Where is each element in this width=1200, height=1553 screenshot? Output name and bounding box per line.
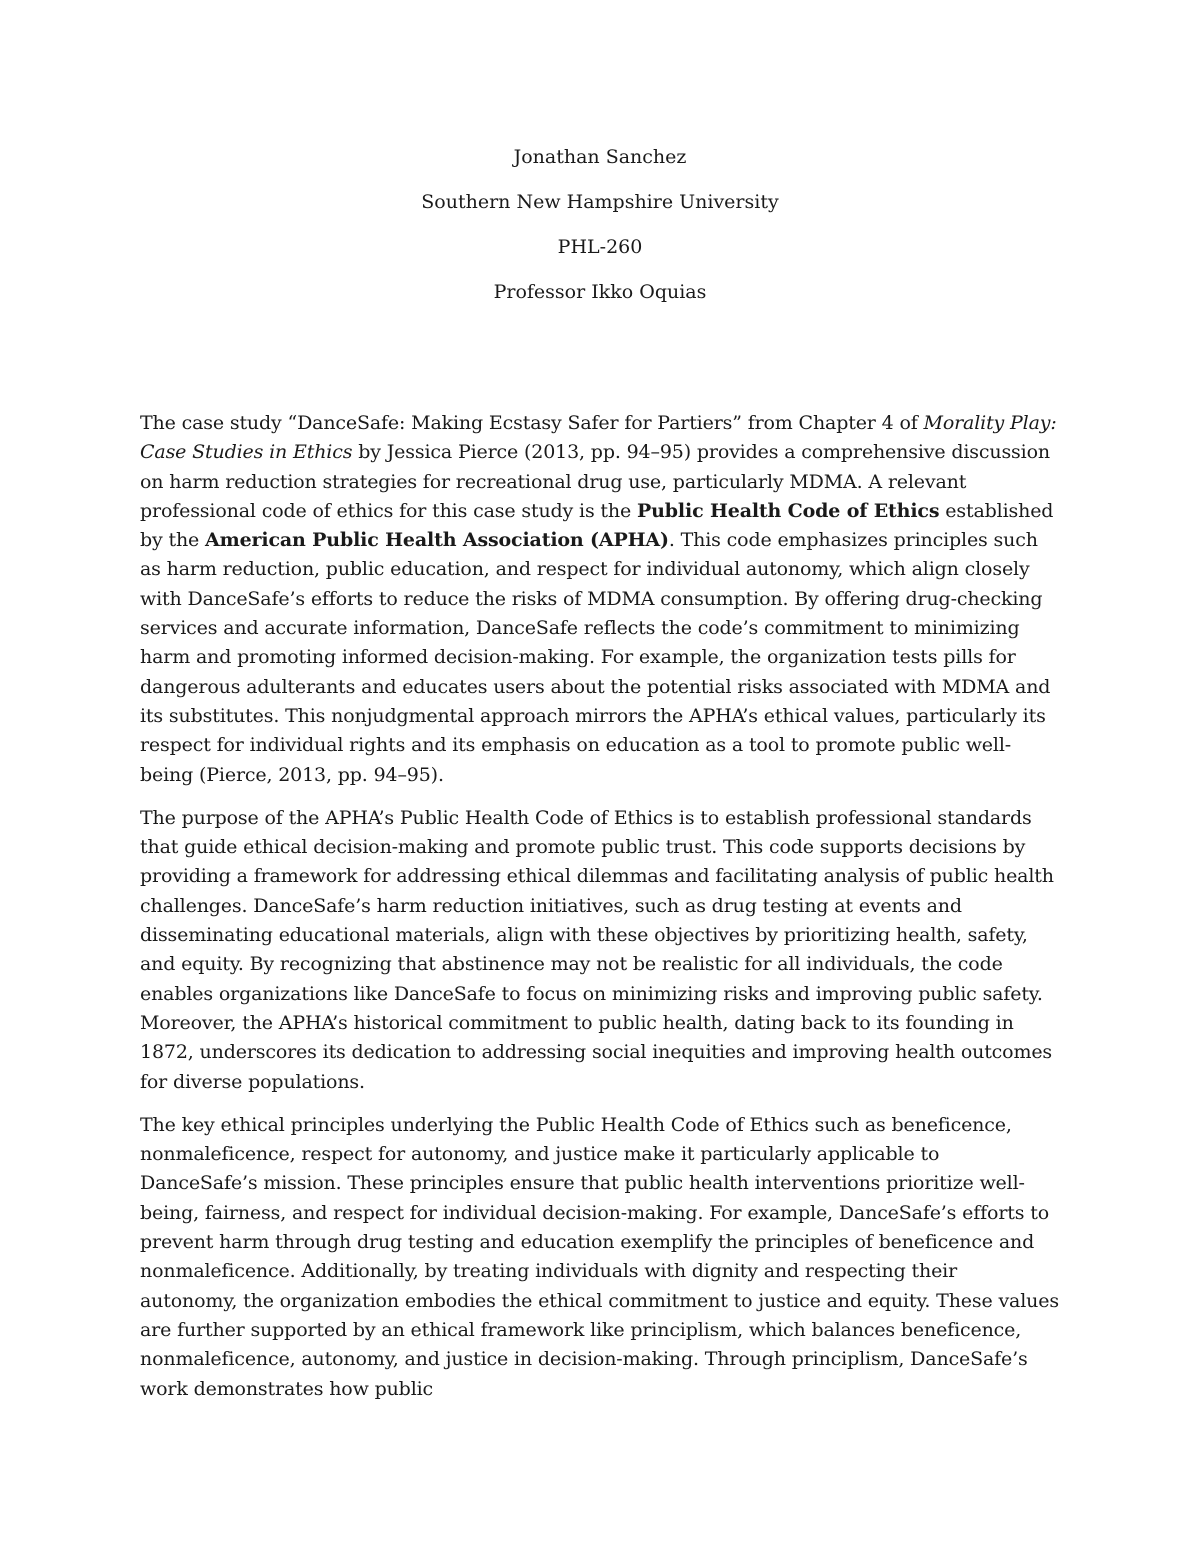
paragraph-1-text-b: by Jessica Pierce (2013, pp. 94–95) provides a comprehensive discussion on harm reduction strategies for recreational drug use, particularly MDMA. A relevant professional code of ethics for this case study is the bbox=[140, 441, 1050, 522]
paragraph-1-text-a: The case study “DanceSafe: Making Ecstasy Safer for Partiers” from Chapter 4 of bbox=[140, 412, 924, 434]
title-block bbox=[0, 141, 1200, 321]
paragraph-1-text-c: established by the bbox=[140, 499, 1054, 552]
course-code: PHL-260 bbox=[557, 236, 643, 258]
paragraph-2: The purpose of the APHA’s Public Health Code of Ethics is to establish professional standards that guide ethical decision-making and promote public trust. This code supports decisions by providing a framework for addressing ethical dilemmas and facilitating analysis of public health challenges. DanceSafe’s harm reduction initiatives, such as drug testing at events and disseminating educational materials, align with these objectives by prioritizing health, safety, and equity. By recognizing that abstinence may not be realistic for all individuals, the code enables organizations like DanceSafe to focus on minimizing risks and improving public safety. Moreover, the APHA’s historical commitment to public health, dating back to its founding in 1872, underscores its dedication to addressing social inequities and improving health outcomes for diverse populations. bbox=[140, 806, 1054, 1093]
essay-body bbox=[140, 409, 1060, 1418]
author-name: Jonathan Sanchez bbox=[513, 146, 687, 168]
code-name: Public Health Code of Ethics bbox=[637, 499, 940, 522]
institution-name: Southern New Hampshire University bbox=[421, 191, 779, 213]
professor-name: Professor Ikko Oquias bbox=[493, 281, 707, 303]
paragraph-3: The key ethical principles underlying the Public Health Code of Ethics such as beneficence, nonmaleficence, respect for autonomy, and justice make it particularly applicable to DanceSafe’s mission. These principles ensure that public health interventions prioritize well-being, fairness, and respect for individual decision-making. For example, DanceSafe’s efforts to prevent harm through drug testing and education exemplify the principles of beneficence and nonmaleficence. Additionally, by treating individuals with dignity and respecting their autonomy, the organization embodies the ethical commitment to justice and equity. These values are further supported by an ethical framework like principlism, which balances beneficence, nonmaleficence, autonomy, and justice in decision-making. Through principlism, DanceSafe’s work demonstrates how public bbox=[140, 1113, 1059, 1400]
book-title: Morality Play: Case Studies in Ethics bbox=[140, 412, 1057, 464]
paragraph-1 bbox=[140, 409, 1060, 790]
paragraph-1-text-d: . This code emphasizes principles such as harm reduction, public education, and respect for individual autonomy, which align closely with DanceSafe’s efforts to reduce the risks of MDMA consumption. By offering drug-checking services and accurate information, DanceSafe reflects the code’s commitment to minimizing harm and promoting informed decision-making. For example, the organization tests pills for dangerous adulterants and educates users about the potential risks associated with MDMA and its substitutes. This nonjudgmental approach mirrors the APHA’s ethical values, particularly its respect for individual rights and its emphasis on education as a tool to promote public well-being (Pierce, 2013, pp. 94–95). bbox=[140, 529, 1051, 786]
organization-name: American Public Health Association (APHA) bbox=[205, 529, 669, 552]
